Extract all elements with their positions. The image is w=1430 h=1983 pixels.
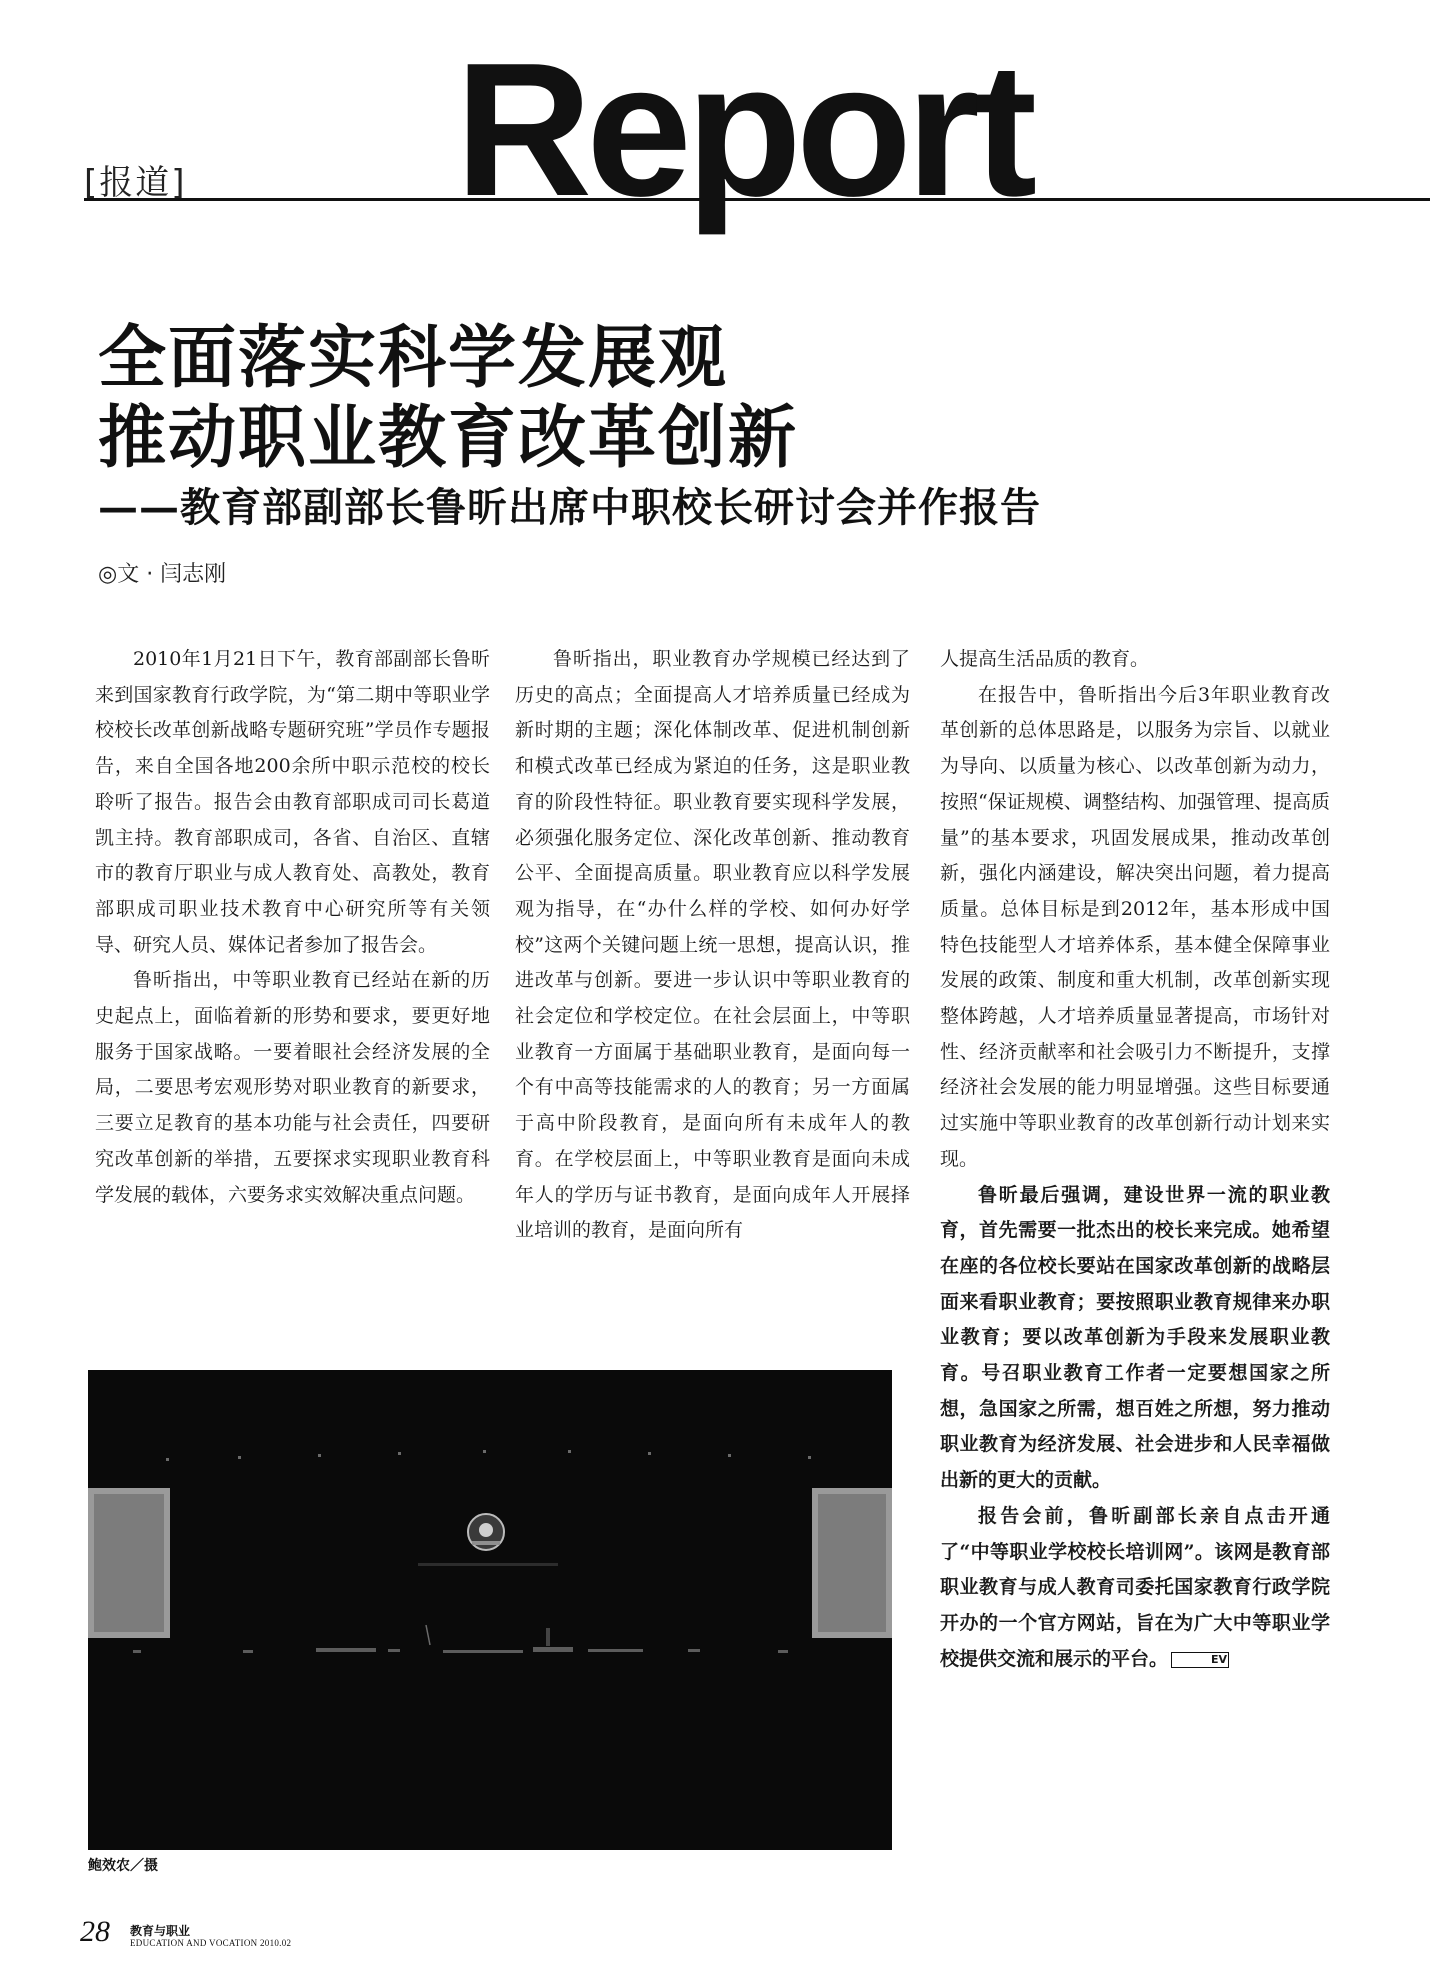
photo-credit: 鲍效农／摄 — [88, 1858, 158, 1874]
paragraph: 鲁昕指出，职业教育办学规模已经达到了历史的高点；全面提高人才培养质量已经成为新时期的主题；深化体制改革、促进机制创新和模式改革已经成为紧迫的任务，这是职业教育的阶段性特征。职业教育要实现科学发展，必须强化服务定位、深化改革创新、推动教育公平、全面提高质量。职业教育应以科学发展观为指导，在“办什么样的学校、如何办好学校”这两个关键问题上统一思想，提高认识，推进改革与创新。要进一步认识中等职业教育的社会定位和学校定位。在社会层面上，中等职业教育一方面属于基础职业教育，是面向每一个有中高等技能需求的人的教育；另一方面属于高中阶段教育，是面向所有未成年人的教育。在学校层面上，中等职业教育是面向未成年人的学历与证书教育，是面向成年人开展择业培训的教育，是面向所有 — [515, 648, 910, 1242]
article-title-line-1: 全面落实科学发展观 — [98, 318, 729, 398]
byline: ◎文 · 闫志刚 — [98, 562, 227, 587]
article-column-3 — [940, 642, 1330, 1677]
header-rule — [84, 198, 1430, 201]
paragraph: 鲁昕指出，中等职业教育已经站在新的历史起点上，面临着新的形势和要求，要更好地服务于国家战略。一要着眼社会经济发展的全局，二要思考宏观形势对职业教育的新要求，三要立足教育的基本功能与社会责任，四要研究改革创新的举措，五要探求实现职业教育科学发展的载体，六要务求实效解决重点问题。 — [95, 969, 490, 1206]
journal-issue: EDUCATION AND VOCATION 2010.02 — [130, 1938, 292, 1948]
article-column-2 — [515, 642, 910, 1249]
paragraph: 鲁昕最后强调，建设世界一流的职业教育，首先需要一批杰出的校长来完成。她希望在座的各位校长要站在国家改革创新的战略层面来看职业教育；要按照职业教育规律来办职业教育；要以改革创新为手段来发展职业教育。号召职业教育工作者一定要想国家之所想，急国家之所需，想百姓之所想，努力推动职业教育为经济发展、社会进步和人民幸福做出新的更大的贡献。 — [940, 1183, 1330, 1492]
event-photo — [88, 1370, 892, 1850]
event-photo-image — [88, 1370, 892, 1850]
end-mark-icon: EV — [1171, 1652, 1229, 1668]
paragraph: 2010年1月21日下午，教育部副部长鲁昕来到国家教育行政学院，为“第二期中等职业学校校长改革创新战略专题研究班”学员作专题报告，来自全国各地200余所中职示范校的校长聆听了报告。报告会由教育部职成司司长葛道凯主持。教育部职成司，各省、自治区、直辖市的教育厅职业与成人教育处、高教处，教育部职成司职业技术教育中心研究所等有关领导、研究人员、媒体记者参加了报告会。 — [95, 648, 490, 956]
article-column-1 — [95, 642, 490, 1213]
paragraph — [940, 1499, 1330, 1678]
article-subtitle: ——教育部副部长鲁昕出席中职校长研讨会并作报告 — [98, 484, 1041, 531]
article-title-line-2: 推动职业教育改革创新 — [98, 398, 799, 478]
paragraph-text: 报告会前，鲁昕副部长亲自点击开通了“中等职业学校校长培训网”。该网是教育部职业教育与成人教育司委托国家教育行政学院开办的一个官方网站，旨在为广大中等职业学校提供交流和展示的平台。 — [940, 1504, 1330, 1670]
page-number: 28 — [80, 1915, 110, 1948]
paragraph: 在报告中，鲁昕指出今后3年职业教育改革创新的总体思路是，以服务为宗旨、以就业为导向、以质量为核心、以改革创新为动力，按照“保证规模、调整结构、加强管理、提高质量”的基本要求，巩固发展成果，推动改革创新，强化内涵建设，解决突出问题，着力提高质量。总体目标是到2012年，基本形成中国特色技能型人才培养体系，基本健全保障事业发展的政策、制度和重大机制，改革创新实现整体跨越，人才培养质量显著提高，市场针对性、经济贡献率和社会吸引力不断提升，支撑经济社会发展的能力明显增强。这些目标要通过实施中等职业教育的改革创新行动计划来实现。 — [940, 683, 1330, 1170]
paragraph-continued: 人提高生活品质的教育。 — [940, 648, 1150, 670]
section-tag: [报道] — [84, 163, 187, 203]
journal-name: 教育与职业 — [130, 1924, 191, 1938]
report-heading: Report — [455, 24, 1032, 236]
